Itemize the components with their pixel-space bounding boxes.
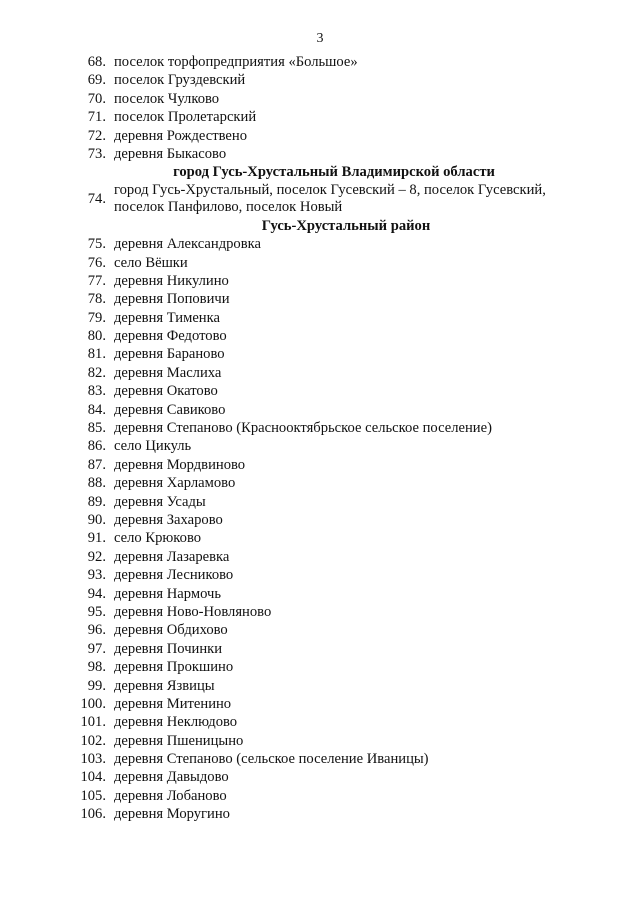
item-text: деревня Давыдово [114, 769, 229, 786]
section-heading: Гусь-Хрустальный район [261, 217, 431, 234]
list-item [0, 787, 640, 805]
item-text: поселок Пролетарский [114, 109, 257, 126]
item-number: 93. [87, 567, 106, 584]
list-item [0, 290, 640, 308]
item-number: 83. [87, 383, 106, 400]
item-text: деревня Бараново [114, 346, 225, 363]
list-item [0, 677, 640, 695]
list-item [0, 53, 640, 71]
settlement-list [0, 53, 640, 824]
item-number: 98. [87, 659, 106, 676]
item-number: 99. [87, 677, 106, 694]
item-text: деревня Лазаревка [114, 548, 230, 565]
list-item [0, 254, 640, 272]
item-text [114, 182, 546, 217]
item-text: деревня Александровка [114, 236, 261, 253]
item-text: деревня Язвицы [114, 677, 215, 694]
list-item [0, 456, 640, 474]
list-item [0, 768, 640, 786]
list-item [0, 529, 640, 547]
list-item [0, 437, 640, 455]
item-text: деревня Усады [114, 493, 206, 510]
list-item [0, 272, 640, 290]
item-number: 101. [80, 714, 106, 731]
item-number: 74. [87, 190, 106, 207]
list-item [0, 640, 640, 658]
item-text: деревня Обдихово [114, 622, 228, 639]
list-item [0, 548, 640, 566]
item-number: 92. [87, 548, 106, 565]
item-number: 102. [80, 732, 106, 749]
item-text: деревня Починки [114, 640, 223, 657]
item-text: село Вёшки [114, 254, 188, 271]
list-item [0, 145, 640, 163]
list-item [0, 713, 640, 731]
item-number: 103. [80, 751, 106, 768]
item-text: деревня Степаново (Краснооктябрьское сельское поселение) [114, 420, 492, 437]
item-text: деревня Мордвиново [114, 456, 246, 473]
item-text: деревня Прокшино [114, 659, 234, 676]
item-number: 82. [87, 364, 106, 381]
item-number: 86. [87, 438, 106, 455]
item-text: деревня Неклюдово [114, 714, 238, 731]
list-item [0, 695, 640, 713]
list-item [0, 750, 640, 768]
item-number: 81. [87, 346, 106, 363]
item-number: 94. [87, 585, 106, 602]
list-item [0, 493, 640, 511]
item-number: 91. [87, 530, 106, 547]
item-text-line: город Гусь-Хрустальный, поселок Гусевский – 8, поселок Гусевский, [114, 181, 546, 198]
item-text: деревня Никулино [114, 272, 229, 289]
item-text: деревня Митенино [114, 695, 232, 712]
item-number: 89. [87, 493, 106, 510]
list-item [0, 345, 640, 363]
list-item [0, 511, 640, 529]
item-text-line: поселок Панфилово, поселок Новый [114, 199, 343, 216]
item-number: 76. [87, 254, 106, 271]
page-number: 3 [316, 31, 324, 46]
list-item [0, 235, 640, 253]
item-number: 90. [87, 511, 106, 528]
item-text: деревня Поповичи [114, 291, 230, 308]
list-item [0, 603, 640, 621]
item-number: 84. [87, 401, 106, 418]
item-text: поселок торфопредприятия «Большое» [114, 54, 358, 70]
list-item [0, 419, 640, 437]
item-number: 73. [87, 145, 106, 162]
item-text: деревня Тименка [114, 309, 220, 326]
list-item [0, 621, 640, 639]
item-number: 95. [87, 603, 106, 620]
list-item [0, 805, 640, 823]
item-text: деревня Моругино [114, 806, 230, 823]
item-text: деревня Рождествено [114, 127, 248, 144]
item-number: 75. [87, 236, 106, 253]
item-text: деревня Нармочь [114, 585, 221, 602]
item-text: деревня Лесниково [114, 567, 234, 584]
item-number: 80. [87, 328, 106, 345]
list-item [0, 382, 640, 400]
list-item [0, 566, 640, 584]
list-item [0, 658, 640, 676]
item-number: 77. [87, 272, 106, 289]
item-number: 96. [87, 622, 106, 639]
list-item [0, 364, 640, 382]
list-item [0, 309, 640, 327]
item-text: поселок Чулково [114, 90, 220, 107]
item-number: 106. [80, 806, 106, 823]
list-item [0, 585, 640, 603]
item-number: 71. [87, 109, 106, 126]
item-number: 97. [87, 640, 106, 657]
item-number: 105. [80, 787, 106, 804]
item-text: поселок Груздевский [114, 72, 246, 89]
list-item [0, 401, 640, 419]
item-text: деревня Окатово [114, 383, 218, 400]
section-heading: город Гусь-Хрустальный Владимирской области [173, 164, 495, 181]
item-text: деревня Захарово [114, 511, 223, 528]
item-text: село Цикуль [114, 438, 192, 455]
item-text: деревня Харламово [114, 475, 236, 492]
list-item [0, 108, 640, 126]
item-text: село Крюково [114, 530, 202, 547]
item-number: 104. [80, 769, 106, 786]
list-item [0, 71, 640, 89]
item-number: 79. [87, 309, 106, 326]
list-item [0, 327, 640, 345]
item-text: деревня Ново-Новляново [114, 603, 272, 620]
item-text: деревня Федотово [114, 328, 227, 345]
item-number: 68. [87, 54, 106, 70]
item-number: 70. [87, 90, 106, 107]
list-item [0, 732, 640, 750]
list-item [0, 90, 640, 108]
item-text: деревня Степаново (сельское поселение Иваницы) [114, 751, 429, 768]
item-text: деревня Маслиха [114, 364, 222, 381]
list-item [0, 474, 640, 492]
item-text: деревня Савиково [114, 401, 226, 418]
item-text: деревня Лобаново [114, 787, 227, 804]
item-number: 69. [87, 72, 106, 89]
item-text: деревня Пшеницыно [114, 732, 244, 749]
item-number: 72. [87, 127, 106, 144]
item-number: 78. [87, 291, 106, 308]
list-item [0, 127, 640, 145]
item-number: 100. [80, 695, 106, 712]
item-text: деревня Быкасово [114, 145, 227, 162]
item-number: 85. [87, 420, 106, 437]
item-number: 88. [87, 475, 106, 492]
list-item [0, 182, 640, 217]
item-number: 87. [87, 456, 106, 473]
